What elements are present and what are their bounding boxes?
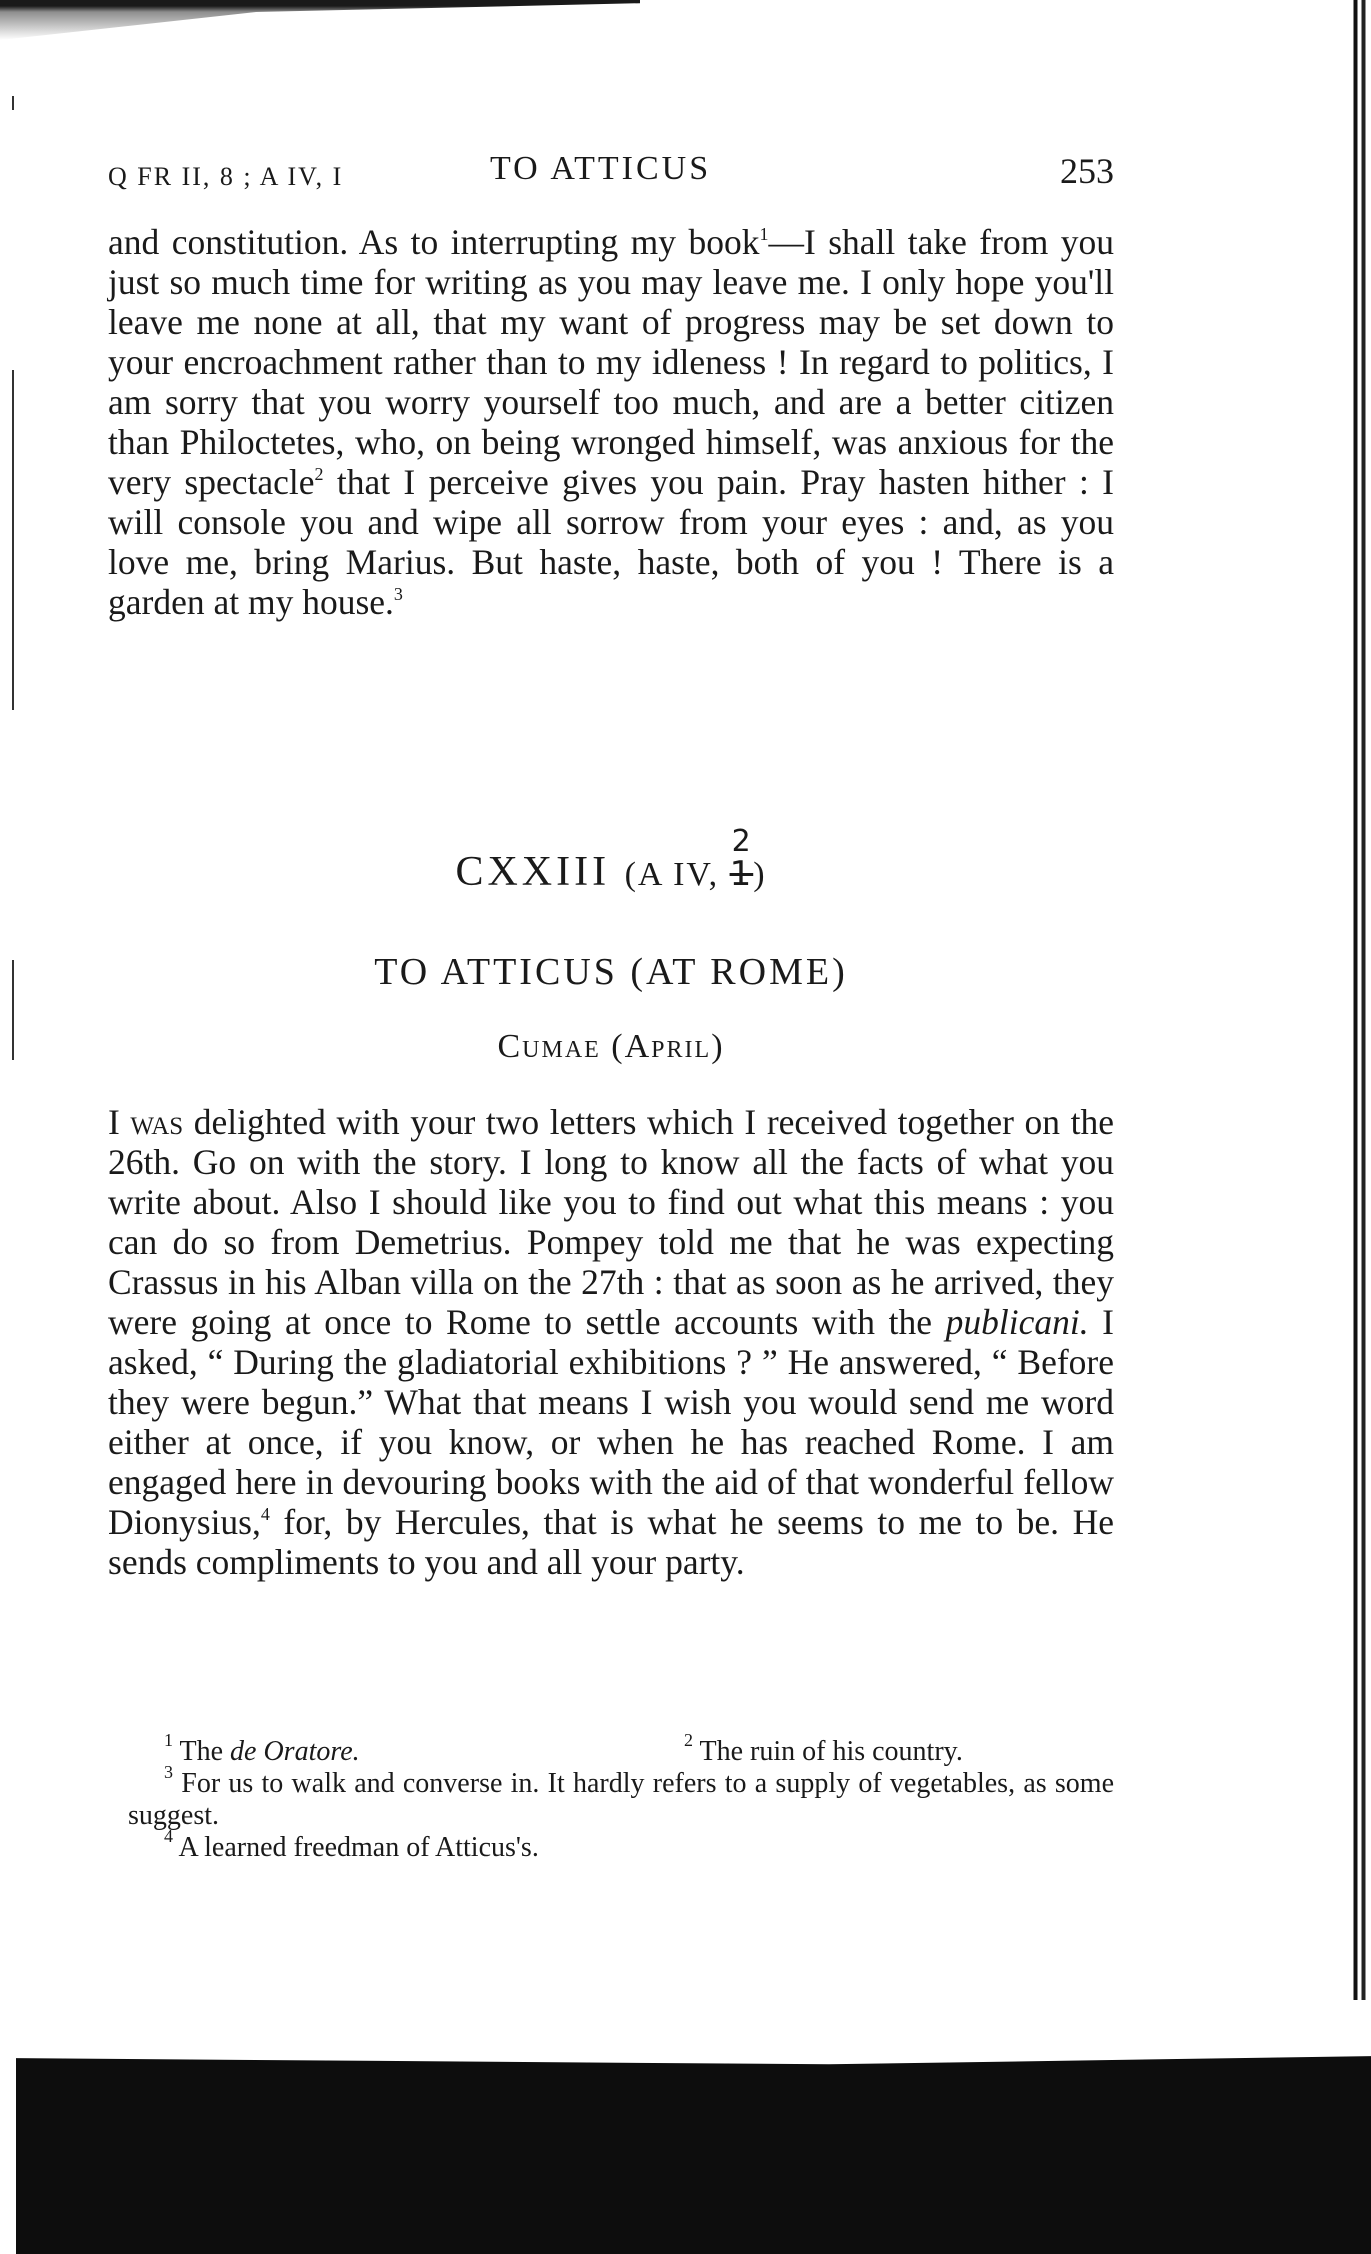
text-run: delighted with your two letters which I received together on the 26th. Go on with the story. I long to know all the facts of what you write about. Also I should like you to find out what this means : you can do so from Demetrius. Pompey told me that he was expecting Crassus in his Alban villa on the 27th : that as soon as he arrived, they were going at once to Rome to settle accounts with the — [108, 1102, 1114, 1342]
footnote-1: $^1$ The de Oratore. — [164, 1730, 360, 1767]
letter-number-heading — [108, 824, 1114, 896]
scan-mark — [12, 96, 14, 110]
text-run: for, by Hercules, that is what he seems to me to be. He sends compliments to you and all your party. — [108, 1502, 1114, 1582]
letter-body — [108, 1102, 1114, 1582]
footnote-row — [108, 1730, 1114, 1768]
opening-words: I was — [108, 1102, 184, 1142]
footnote-ref-3: 3 — [393, 584, 403, 604]
handwritten-correction: 2 1 — [729, 824, 754, 894]
letter-number: CXXIII — [455, 849, 611, 895]
footnote-ref-4: 4 — [260, 1504, 270, 1524]
footnote-2: $^2$ The ruin of his country. — [684, 1730, 963, 1767]
page-number: 253 — [1060, 151, 1114, 191]
text-run: I asked, “ During the gladiatorial exhibitions ? ” He answered, “ Before they were begun.” What that means I wish you would send me word either at once, if you know, or when he has reached Rome. I am engaged here in devouring books with the aid of that wonderful fellow Dionysius, — [108, 1302, 1114, 1542]
text-run: —I shall take from you just so much time for writing as you may leave me. I only hope you'll leave me none at all, that my want of progress may be set down to your encroachment rather than to my idleness ! In regard to politics, I am sorry that you worry yourself too much, and are a better citizen than Philoctetes, who, on being wronged himself, was anxious for the very spectacle — [108, 222, 1114, 502]
footnotes — [108, 1730, 1114, 1864]
page-gutter-edge — [1345, 0, 1371, 2000]
paragraph-continued — [108, 222, 1114, 622]
scan-mark — [12, 370, 14, 710]
letter-addressee: TO ATTICUS (AT ROME) — [374, 951, 848, 993]
scan-bottom-shadow — [16, 2050, 1371, 2254]
running-head-reference: Q FR II, 8 ; A IV, I — [108, 162, 344, 191]
footnote-4: $^4$ A learned freedman of Atticus's. — [164, 1826, 539, 1863]
text-run: that I perceive gives you pain. Pray hasten hither : I will console you and wipe all sorrow from your eyes : and, as you love me, bring Marius. But haste, haste, both of you ! There is a garden at my house. — [108, 462, 1114, 622]
page-header — [108, 150, 1114, 200]
running-head-title: TO ATTICUS — [490, 150, 712, 187]
footnote-ref-1: 1 — [759, 224, 769, 244]
scan-edge-shadow — [0, 0, 640, 40]
scan-mark — [12, 960, 14, 1060]
footnote-ref-2: 2 — [314, 464, 324, 484]
italic-term: publicani. — [945, 1302, 1089, 1342]
letter-reference: (A IV, 2 1) — [624, 824, 767, 894]
text-run: and constitution. As to interrupting my book — [108, 222, 760, 262]
footnote-3: $^3$ For us to walk and converse in. It hardly refers to a supply of vegetables, as some suggest. — [128, 1762, 1114, 1831]
letter-place-date: Cumae (April) — [497, 1028, 725, 1065]
